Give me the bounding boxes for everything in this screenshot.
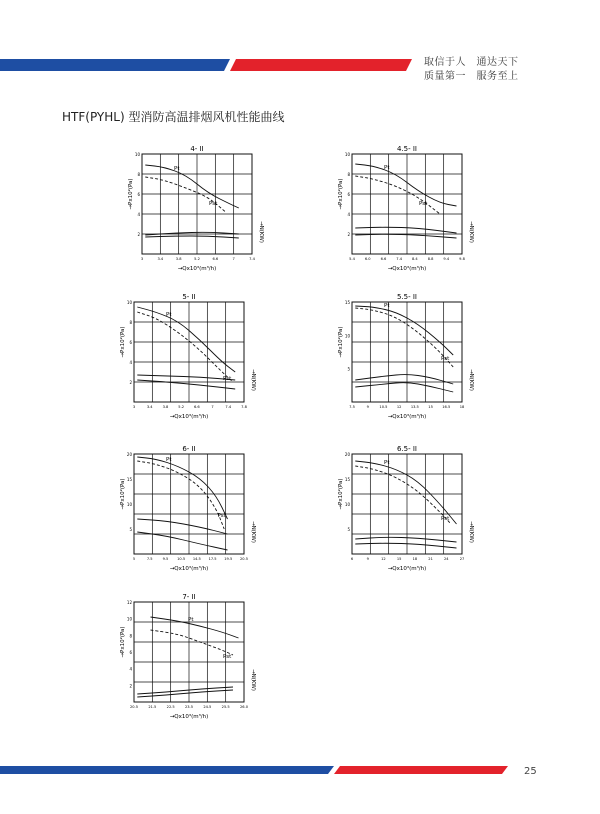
x-tick-label: 7 xyxy=(211,405,214,409)
fan-curve-chart-svg xyxy=(330,290,480,440)
x-tick-label: 24.5 xyxy=(203,705,212,709)
y-tick-label: 15 xyxy=(126,477,132,482)
x-tick-label: 9.5 xyxy=(162,557,169,561)
x-tick-label: 9.8 xyxy=(459,257,465,261)
x-tick-label: 6.6 xyxy=(380,257,387,261)
x-tick-label: 6.6 xyxy=(193,405,200,409)
x-tick-label: 21 xyxy=(428,557,433,561)
x-axis-label: →Qx10³(m³/h) xyxy=(169,566,209,572)
fan-curve-chart-svg xyxy=(112,590,262,740)
x-tick-label: 22.5 xyxy=(166,705,175,709)
x-axis-label: →Qx10³(m³/h) xyxy=(177,266,217,272)
y-tick-label: 12 xyxy=(126,600,132,605)
pt-curve xyxy=(137,457,227,519)
y-tick-label: 5 xyxy=(129,527,132,532)
y-tick-label: 10 xyxy=(134,152,140,157)
chart-title: 7- II xyxy=(182,593,196,601)
y-tick-label: 4 xyxy=(347,212,350,217)
pt-label: Pt xyxy=(384,460,390,466)
y-tick-label: 8 xyxy=(137,172,140,177)
pst-label: Pst xyxy=(217,513,226,519)
x-tick-label: 23.5 xyxy=(184,705,194,709)
x-tick-label: 6 xyxy=(350,557,354,561)
x-axis-label: →Qx10³(m³/h) xyxy=(387,266,427,272)
x-tick-label: 20.5 xyxy=(239,557,249,561)
y-tick-label: 20 xyxy=(344,452,350,457)
x-tick-label: 15 xyxy=(396,557,402,561)
y-tick-label: 2 xyxy=(129,683,132,689)
y-tick-label: 2 xyxy=(137,232,140,237)
x-tick-label: 26.0 xyxy=(239,705,249,709)
y-axis-label: →Px10²(Pa) xyxy=(338,478,344,510)
slogan-line-1: 取信于人 通达天下 xyxy=(424,57,519,68)
power-curve-lower xyxy=(137,532,227,550)
pst-curve xyxy=(355,466,451,524)
y-tick-label: 4 xyxy=(137,212,140,217)
x-tick-label: 14.5 xyxy=(192,557,201,561)
y-axis-label: →Px10²(Pa) xyxy=(128,178,134,210)
y-tick-label: 6 xyxy=(347,192,350,197)
x-tick-label: 24 xyxy=(443,557,449,561)
x-tick-label: 3 xyxy=(140,257,144,261)
pt-label: Pt xyxy=(384,303,390,309)
x-tick-label: 9 xyxy=(366,557,369,561)
power-curve-upper xyxy=(137,519,227,534)
x-tick-label: 9.4 xyxy=(443,257,450,261)
fan-curve-chart xyxy=(112,442,262,592)
x-tick-label: 5.2 xyxy=(194,257,200,261)
pt-curve xyxy=(145,165,239,208)
x-tick-label: 3.4 xyxy=(146,405,153,409)
x-tick-label: 8.4 xyxy=(411,257,418,261)
y-tick-label: 8 xyxy=(129,320,132,325)
x-tick-label: 3 xyxy=(132,405,136,409)
pt-label: Pt xyxy=(188,617,194,623)
x-tick-label: 7.4 xyxy=(249,257,255,261)
page-title: HTF(PYHL) 型消防高温排烟风机性能曲线 xyxy=(62,110,285,124)
x-tick-label: 12 xyxy=(396,405,402,409)
power-curve-lower xyxy=(137,690,233,697)
power-axis-label: →N(KW) xyxy=(258,221,264,243)
pt-label: Pt xyxy=(166,312,172,318)
pst-curve xyxy=(137,461,224,529)
pst-curve xyxy=(151,630,234,655)
y-tick-label: 15 xyxy=(344,300,350,305)
chart-title: 6.5- II xyxy=(396,445,418,453)
power-axis-label: →N(KW) xyxy=(468,521,474,543)
y-tick-label: 15 xyxy=(344,477,350,482)
x-axis-label: →Qx10³(m³/h) xyxy=(169,714,209,720)
fan-curve-chart xyxy=(330,142,480,292)
x-tick-label: 15 xyxy=(428,405,433,409)
x-tick-label: 25.5 xyxy=(221,705,230,709)
x-tick-label: 3.8 xyxy=(162,405,169,409)
x-tick-label: 8.8 xyxy=(427,257,434,261)
footer-stripe-blue xyxy=(0,766,334,774)
power-axis-label: →N(KW) xyxy=(468,369,474,391)
y-axis-label: →Px10²(Pa) xyxy=(120,626,126,658)
y-tick-label: 4 xyxy=(129,360,132,365)
footer-stripe xyxy=(0,762,600,778)
y-tick-label: 8 xyxy=(129,633,132,639)
power-axis-label: →N(KW) xyxy=(250,369,256,391)
chart-title: 5.5- II xyxy=(396,293,418,301)
power-axis-label: →N(KW) xyxy=(250,521,256,543)
y-tick-label: 2 xyxy=(347,232,350,237)
y-tick-label: 6 xyxy=(129,650,132,655)
x-tick-label: 13.5 xyxy=(410,405,419,409)
fan-curve-chart-svg xyxy=(330,442,480,592)
pst-curve xyxy=(355,176,440,214)
x-tick-label: 5 xyxy=(132,557,136,561)
x-tick-label: 19.5 xyxy=(224,557,233,561)
page-number: 25 xyxy=(524,766,537,777)
fan-curve-chart xyxy=(330,442,480,592)
header-stripe-blue xyxy=(0,59,230,71)
fan-curve-chart-svg xyxy=(330,142,480,292)
y-tick-label: 10 xyxy=(344,152,350,157)
fan-curve-chart xyxy=(330,290,480,440)
x-tick-label: 18 xyxy=(412,557,418,561)
x-tick-label: 12 xyxy=(381,557,386,561)
chart-title: 4.5- II xyxy=(396,145,418,153)
x-tick-label: 3.8 xyxy=(175,257,182,261)
y-tick-label: 6 xyxy=(137,192,140,197)
y-axis-label: →Px10²(Pa) xyxy=(120,478,126,510)
header-stripe-red xyxy=(230,59,412,71)
slogan-line-2: 质量第一 服务至上 xyxy=(424,71,519,82)
x-tick-label: 7.4 xyxy=(225,405,232,409)
y-tick-label: 10 xyxy=(344,333,350,339)
y-axis-label: →Px10²(Pa) xyxy=(338,178,344,210)
x-axis-label: →Qx10³(m³/h) xyxy=(169,414,209,420)
x-tick-label: 7.5 xyxy=(349,405,355,409)
fan-curve-chart xyxy=(120,142,270,292)
x-tick-label: 20.5 xyxy=(129,705,139,709)
x-tick-label: 21.5 xyxy=(148,705,157,709)
y-axis-label: →Px10²(Pa) xyxy=(120,326,126,358)
power-curve-lower xyxy=(145,236,239,238)
pst-label: Pst xyxy=(223,376,232,382)
x-axis-label: →Qx10³(m³/h) xyxy=(387,566,427,572)
pt-label: Pt xyxy=(384,165,390,171)
pt-label: Pt xyxy=(166,457,172,463)
pst-label: Pst xyxy=(209,201,218,207)
x-tick-label: 7.5 xyxy=(146,557,153,561)
y-tick-label: 4 xyxy=(129,666,132,672)
chart-title: 4- II xyxy=(190,145,204,153)
fan-curve-chart-svg xyxy=(112,290,262,440)
y-tick-label: 6 xyxy=(129,340,132,345)
fan-curve-chart xyxy=(112,590,262,740)
x-tick-label: 10.5 xyxy=(379,405,388,409)
x-tick-label: 7 xyxy=(232,257,235,261)
y-tick-label: 2 xyxy=(129,380,132,385)
power-axis-label: →N(KW) xyxy=(468,221,474,243)
pst-curve xyxy=(137,312,233,382)
x-tick-label: 7.8 xyxy=(241,405,247,409)
chart-title: 5- II xyxy=(182,293,196,301)
fan-curve-chart xyxy=(112,290,262,440)
x-tick-label: 7.4 xyxy=(396,257,403,261)
y-tick-label: 5 xyxy=(347,527,350,532)
pst-label: Pst xyxy=(441,356,450,362)
x-tick-label: 27 xyxy=(459,557,465,561)
x-tick-label: 5.4 xyxy=(349,257,355,261)
y-tick-label: 5 xyxy=(347,366,350,372)
y-tick-label: 10 xyxy=(344,502,350,507)
x-axis-label: →Qx10³(m³/h) xyxy=(387,414,427,420)
x-tick-label: 10.5 xyxy=(177,557,186,561)
pst-label: Pst xyxy=(419,201,428,207)
y-tick-label: 10 xyxy=(126,502,132,507)
footer-stripe-red xyxy=(334,766,508,774)
chart-title: 6- II xyxy=(182,445,196,453)
x-tick-label: 3.4 xyxy=(157,257,164,261)
fan-curve-chart-svg xyxy=(120,142,270,292)
x-tick-label: 5.2 xyxy=(178,405,185,409)
y-tick-label: 10 xyxy=(126,300,132,305)
pst-label: Pst xyxy=(441,516,450,522)
x-tick-label: 6.0 xyxy=(364,257,371,261)
pst-label: Pst xyxy=(223,654,232,660)
power-axis-label: →N(KW) xyxy=(250,669,256,691)
x-tick-label: 18 xyxy=(459,405,465,409)
y-axis-label: →Px10²(Pa) xyxy=(338,326,344,358)
pt-curve xyxy=(151,617,239,638)
y-tick-label: 20 xyxy=(126,452,132,457)
y-tick-label: 10 xyxy=(126,616,132,622)
x-tick-label: 16.5 xyxy=(442,405,451,409)
pt-label: Pt xyxy=(174,166,180,172)
x-tick-label: 6.6 xyxy=(212,257,219,261)
x-tick-label: 9 xyxy=(366,405,369,409)
x-tick-label: 17.5 xyxy=(208,557,217,561)
fan-curve-chart-svg xyxy=(112,442,262,592)
y-tick-label: 8 xyxy=(347,172,350,177)
